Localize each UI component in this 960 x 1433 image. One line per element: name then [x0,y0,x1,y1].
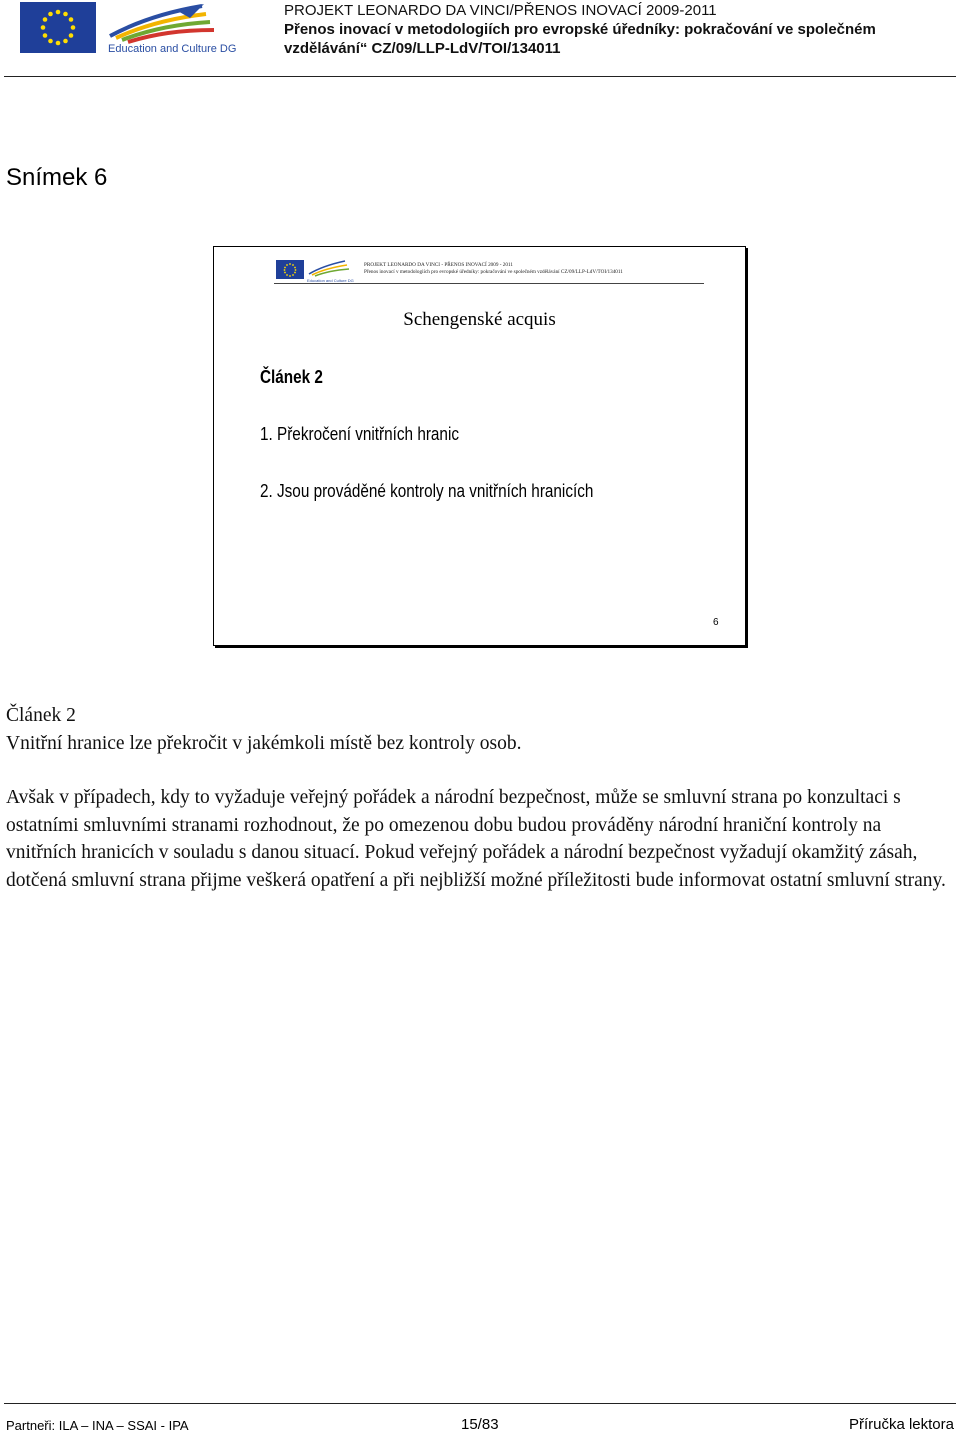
slide-header-line2: Přenos inovací v metodologiích pro evropské úředníky: pokračování ve společném vzdělávání CZ/09/LLP-LdV/TOI/134011 [364,269,623,275]
eu-flag-logo [20,2,96,53]
slide-list-item: 1. Překročení vnitřních hranic [260,424,459,444]
document-header [284,1,954,58]
slide-caption: Snímek 6 [6,164,108,191]
logo-text: Education and Culture DG [108,43,237,55]
slide-header [364,262,623,276]
article-sentence: Vnitřní hranice lze překročit v jakémkoli místě bez kontroly osob. [6,732,522,754]
slide-list-item: 2. Jsou prováděné kontroly na vnitřních hranicích [260,481,594,501]
header-project-line: PROJEKT LEONARDO DA VINCI/PŘENOS INOVACÍ 2009-2011 [284,2,717,19]
slide-thumbnail [213,246,746,646]
footer-divider [4,1403,956,1404]
article-heading: Článek 2 [6,705,76,726]
slide-eu-flag-logo [276,260,304,279]
slide-article-heading: Článek 2 [260,367,323,387]
footer-document-title: Příručka lektora [848,1416,954,1433]
slide-logo-text: Education and Culture DG [307,278,354,283]
header-title-line: Přenos inovací v metodologiích pro evropské úředníky: pokračování ve společném [284,21,876,38]
slide-header-line1: PROJEKT LEONARDO DA VINCI - PŘENOS INOVACÍ 2009 - 2011 [364,262,513,268]
article-text [6,702,956,757]
footer-page-number: 15/83 [461,1416,499,1433]
header-divider [4,76,956,77]
slide-header-divider [274,283,704,284]
slide-page-number: 6 [713,617,719,628]
footer-partners: Partneři: ILA – INA – SSAI - IPA [6,1418,189,1433]
article-paragraph-block [6,784,956,894]
slide-dg-logo [307,259,357,283]
article-paragraph: Avšak v případech, kdy to vyžaduje veřejný pořádek a národní bezpečnost, může se smluvní strana po konzultaci s ostatními smluvními stranami rozhodnout, že po omezenou dobu budou prováděny národní hraniční kontroly na vnitřních hranicích v souladu s danou situací. Pokud veřejný pořádek a národní bezpečnost vyžadují okamžitý zásah, dotčená smluvní strana přijme veškerá opatření a při nejbližší možné příležitosti bude informovat ostatní smluvní strany. [6,787,946,891]
education-culture-dg-logo [106,2,236,55]
header-code-line: vzdělávání“ CZ/09/LLP-LdV/TOI/134011 [284,40,561,57]
slide-title: Schengenské acquis [403,309,556,330]
